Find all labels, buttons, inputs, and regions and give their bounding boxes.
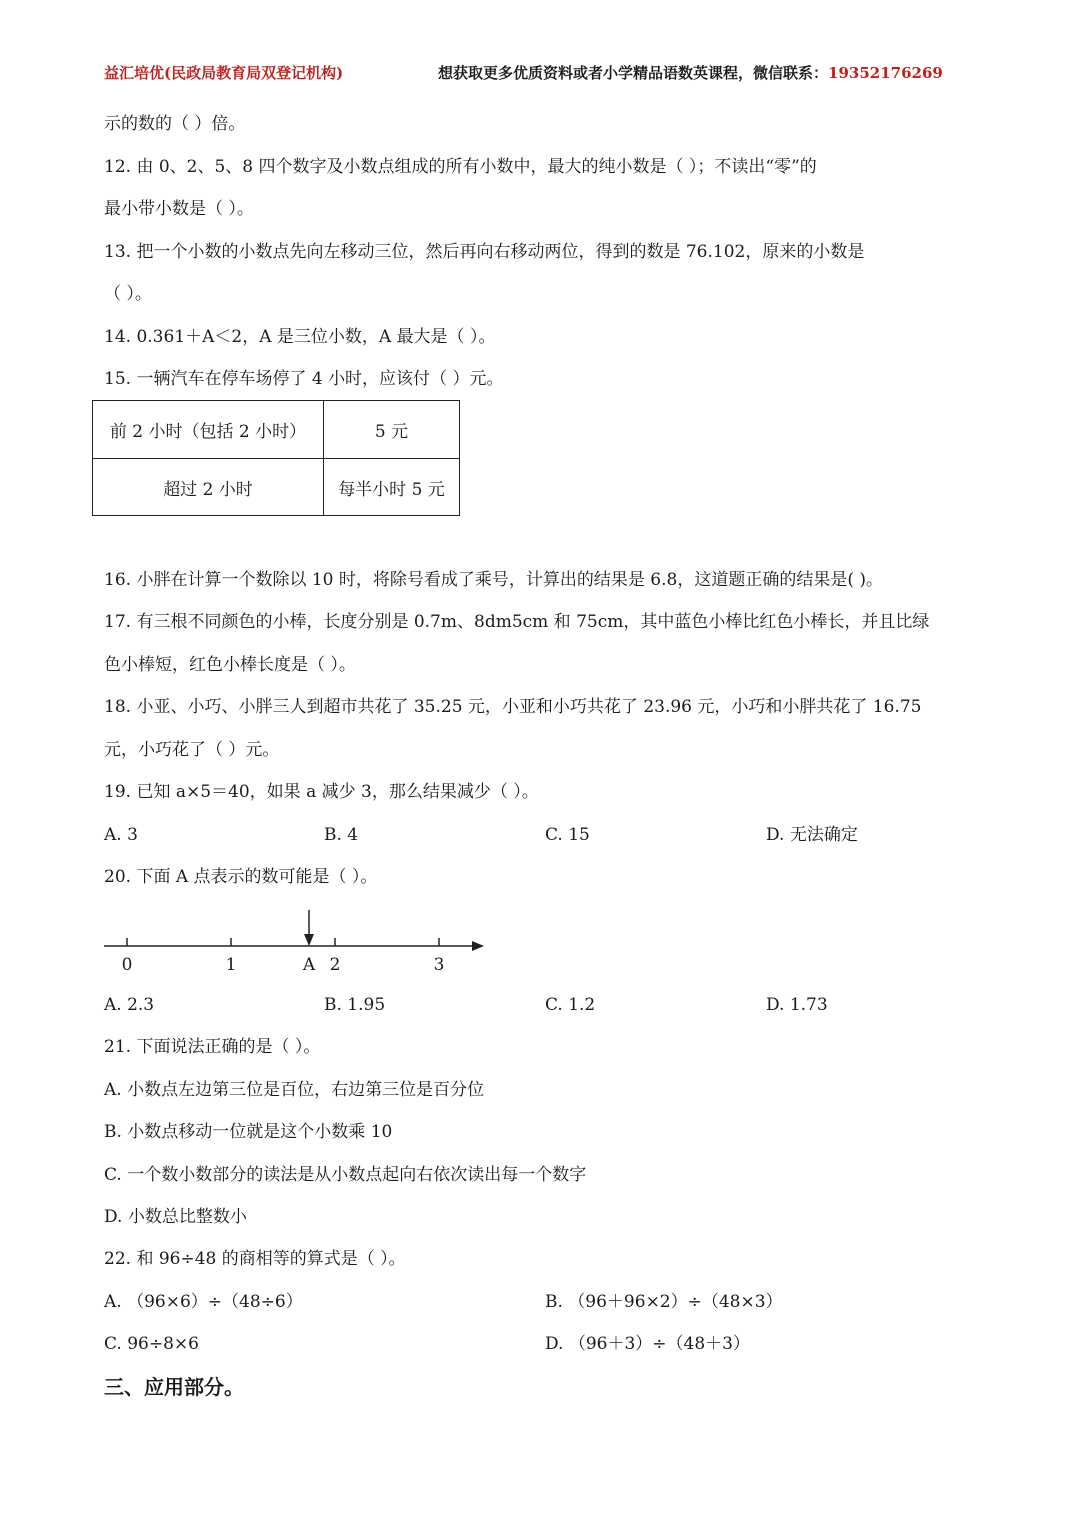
parking-fee-table	[92, 400, 460, 516]
point-a-arrowhead	[304, 934, 314, 946]
q20-option-d: D. 1.73	[766, 995, 828, 1015]
number-line-tick-label: 0	[121, 955, 133, 975]
fee-period: 前 2 小时（包括 2 小时）	[93, 401, 324, 459]
q17-line2: 色小棒短，红色小棒长度是（ ）。	[104, 655, 356, 675]
fee-row	[93, 401, 460, 459]
q20-option-b: B. 1.95	[324, 995, 386, 1015]
number-line-tick-label: 2	[329, 955, 341, 975]
number-line-tick-label: 1	[225, 955, 237, 975]
q18-line1: 18. 小亚、小巧、小胖三人到超市共花了 35.25 元，小亚和小巧共花了 23.96 元，小巧和小胖共花了 16.75	[104, 697, 922, 717]
number-line-arrowhead	[472, 941, 484, 951]
q21-option-b: B. 小数点移动一位就是这个小数乘 10	[104, 1122, 393, 1142]
q22-option-d: D. （96＋3）÷（48＋3）	[545, 1334, 750, 1354]
section-3-title: 三、应用部分。	[104, 1375, 244, 1399]
point-a-marker	[302, 910, 316, 975]
fee-row	[93, 459, 460, 516]
q19-option-d: D. 无法确定	[766, 825, 858, 845]
org-name: 益汇培优(民政局教育局双登记机构)	[104, 64, 344, 82]
contact-prefix: 想获取更多优质资料或者小学精品语数英课程，微信联系：	[438, 64, 829, 82]
page-header	[104, 62, 984, 86]
q17-line1: 17. 有三根不同颜色的小棒，长度分别是 0.7m、8dm5cm 和 75cm，其中蓝色小棒比红色小棒长，并且比绿	[104, 612, 930, 632]
number-line-ticks	[122, 938, 445, 975]
fee-period: 超过 2 小时	[93, 459, 324, 516]
contact-phone: 19352176269	[828, 64, 943, 82]
contact-info	[438, 62, 943, 83]
q20-option-c: C. 1.2	[545, 995, 596, 1015]
q21: 21. 下面说法正确的是（ ）。	[104, 1037, 321, 1057]
q16: 16. 小胖在计算一个数除以 10 时，将除号看成了乘号，计算出的结果是 6.8，这道题正确的结果是( )。	[104, 570, 883, 590]
q19-option-b: B. 4	[324, 825, 359, 845]
q19-option-a: A. 3	[104, 825, 138, 845]
fee-price: 每半小时 5 元	[324, 459, 460, 516]
number-line	[96, 904, 496, 984]
fee-price: 5 元	[324, 401, 460, 459]
q19-option-c: C. 15	[545, 825, 590, 845]
q11-continuation: 示的数的（ ）倍。	[104, 114, 246, 134]
q18-line2: 元，小巧花了（ ）元。	[104, 740, 280, 760]
q21-option-c: C. 一个数小数部分的读法是从小数点起向右依次读出每一个数字	[104, 1165, 587, 1185]
number-line-tick-label: 3	[433, 955, 445, 975]
q22-option-b: B. （96＋96×2）÷（48×3）	[545, 1292, 783, 1312]
q19: 19. 已知 a×5＝40，如果 a 减少 3，那么结果减少（ ）。	[104, 782, 539, 802]
point-a-label: A	[302, 955, 316, 975]
q12-line1: 12. 由 0、2、5、8 四个数字及小数点组成的所有小数中，最大的纯小数是（ ）；不读出“零”的	[104, 157, 817, 177]
q22: 22. 和 96÷48 的商相等的算式是（ ）。	[104, 1249, 406, 1269]
q20: 20. 下面 A 点表示的数可能是（ ）。	[104, 867, 378, 887]
q20-option-a: A. 2.3	[104, 995, 155, 1015]
q13-line2: （ ）。	[104, 284, 152, 304]
q15: 15. 一辆汽车在停车场停了 4 小时，应该付（ ）元。	[104, 369, 504, 389]
q22-option-a: A. （96×6）÷（48÷6）	[104, 1292, 303, 1312]
q21-option-d: D. 小数总比整数小	[104, 1207, 247, 1227]
q14: 14. 0.361＋A＜2，A 是三位小数，A 最大是（ ）。	[104, 327, 496, 347]
q13-line1: 13. 把一个小数的小数点先向左移动三位，然后再向右移动两位，得到的数是 76.102，原来的小数是	[104, 242, 865, 262]
q22-option-c: C. 96÷8×6	[104, 1334, 199, 1354]
q21-option-a: A. 小数点左边第三位是百位，右边第三位是百分位	[104, 1080, 485, 1100]
q12-line2: 最小带小数是（ ）。	[104, 199, 254, 219]
